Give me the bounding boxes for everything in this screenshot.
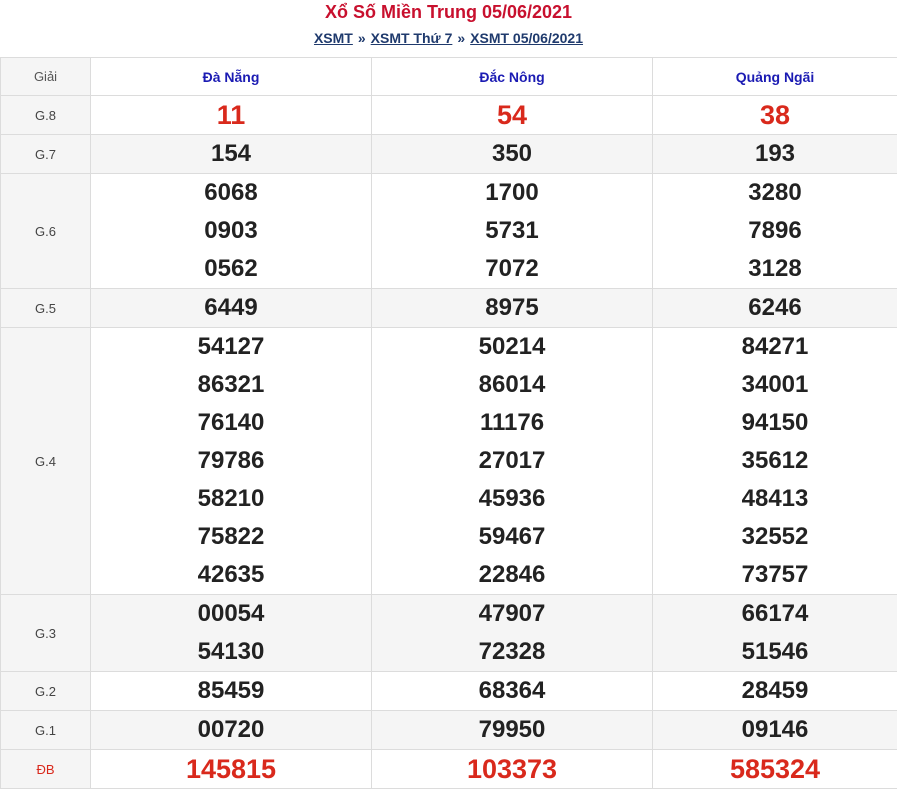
result-cell bbox=[91, 750, 372, 789]
breadcrumb-separator: » bbox=[457, 30, 466, 46]
lottery-number: 0903 bbox=[204, 217, 258, 244]
lottery-number: 103373 bbox=[466, 754, 558, 784]
province-header-da-nang[interactable]: Đà Nẵng bbox=[91, 58, 372, 96]
results-table bbox=[0, 57, 897, 789]
lottery-number: 27017 bbox=[478, 447, 546, 474]
prize-column-header: Giải bbox=[1, 58, 91, 96]
lottery-number: 3280 bbox=[748, 179, 802, 206]
lottery-number: 09146 bbox=[741, 716, 809, 743]
result-cell bbox=[91, 672, 372, 711]
result-cell bbox=[653, 135, 897, 174]
lottery-number: 38 bbox=[759, 100, 791, 130]
province-header-quang-ngai[interactable]: Quảng Ngãi bbox=[653, 58, 897, 96]
result-cell bbox=[372, 289, 653, 328]
result-cell bbox=[653, 711, 897, 750]
prize-label: G.5 bbox=[1, 289, 91, 328]
result-cell bbox=[653, 289, 897, 328]
table-row bbox=[1, 672, 897, 711]
lottery-number: 34001 bbox=[741, 371, 809, 398]
lottery-number: 47907 bbox=[478, 600, 546, 627]
table-row bbox=[1, 328, 897, 595]
result-cell bbox=[372, 711, 653, 750]
table-row bbox=[1, 135, 897, 174]
result-cell bbox=[372, 672, 653, 711]
lottery-number: 45936 bbox=[478, 485, 546, 512]
lottery-number: 85459 bbox=[197, 677, 265, 704]
lottery-number: 32552 bbox=[741, 523, 809, 550]
lottery-number: 00720 bbox=[197, 716, 265, 743]
prize-label: G.7 bbox=[1, 135, 91, 174]
lottery-number: 59467 bbox=[478, 523, 546, 550]
table-row bbox=[1, 711, 897, 750]
lottery-number: 86321 bbox=[197, 371, 265, 398]
results-body bbox=[1, 96, 897, 789]
lottery-number: 68364 bbox=[478, 677, 546, 704]
prize-label: G.2 bbox=[1, 672, 91, 711]
result-cell bbox=[91, 289, 372, 328]
result-cell bbox=[372, 96, 653, 135]
prize-label: G.3 bbox=[1, 595, 91, 672]
result-cell bbox=[91, 174, 372, 289]
table-row bbox=[1, 595, 897, 672]
lottery-number: 145815 bbox=[185, 754, 277, 784]
lottery-number: 72328 bbox=[478, 638, 546, 665]
lottery-number: 84271 bbox=[741, 333, 809, 360]
result-cell bbox=[91, 595, 372, 672]
result-cell bbox=[91, 135, 372, 174]
lottery-number: 42635 bbox=[197, 561, 265, 588]
prize-label: G.1 bbox=[1, 711, 91, 750]
lottery-number: 48413 bbox=[741, 485, 809, 512]
result-cell bbox=[653, 96, 897, 135]
lottery-number: 5731 bbox=[485, 217, 539, 244]
lottery-number: 86014 bbox=[478, 371, 546, 398]
lottery-number: 350 bbox=[491, 140, 533, 167]
lottery-number: 50214 bbox=[478, 333, 546, 360]
lottery-number: 7072 bbox=[485, 255, 539, 282]
table-row bbox=[1, 289, 897, 328]
table-row bbox=[1, 750, 897, 789]
lottery-number: 6246 bbox=[748, 294, 802, 321]
result-cell bbox=[91, 96, 372, 135]
result-cell bbox=[91, 711, 372, 750]
lottery-number: 11 bbox=[216, 100, 246, 130]
lottery-number: 66174 bbox=[741, 600, 809, 627]
result-cell bbox=[653, 750, 897, 789]
lottery-number: 0562 bbox=[204, 255, 258, 282]
result-cell bbox=[372, 174, 653, 289]
lottery-number: 54 bbox=[496, 100, 528, 130]
lottery-number: 51546 bbox=[741, 638, 809, 665]
table-row bbox=[1, 96, 897, 135]
province-header-dac-nong[interactable]: Đắc Nông bbox=[372, 58, 653, 96]
result-cell bbox=[653, 595, 897, 672]
lottery-number: 54130 bbox=[197, 638, 265, 665]
breadcrumb-link-xsmt[interactable]: XSMT bbox=[313, 30, 353, 46]
lottery-number: 6068 bbox=[204, 179, 258, 206]
lottery-number: 79950 bbox=[478, 716, 546, 743]
lottery-number: 73757 bbox=[741, 561, 809, 588]
table-header-row bbox=[1, 58, 897, 96]
lottery-number: 54127 bbox=[197, 333, 265, 360]
prize-label: G.6 bbox=[1, 174, 91, 289]
result-cell bbox=[372, 595, 653, 672]
result-cell bbox=[653, 672, 897, 711]
page-title: Xổ Số Miền Trung 05/06/2021 bbox=[324, 2, 573, 22]
result-cell bbox=[653, 174, 897, 289]
lottery-number: 79786 bbox=[197, 447, 265, 474]
lottery-number: 8975 bbox=[485, 294, 539, 321]
lottery-number: 00054 bbox=[197, 600, 265, 627]
lottery-number: 94150 bbox=[741, 409, 809, 436]
table-row bbox=[1, 174, 897, 289]
prize-label: G.8 bbox=[1, 96, 91, 135]
prize-label: ĐB bbox=[1, 750, 91, 789]
result-cell bbox=[91, 328, 372, 595]
lottery-number: 58210 bbox=[197, 485, 265, 512]
breadcrumb bbox=[0, 27, 897, 49]
result-cell bbox=[653, 328, 897, 595]
lottery-number: 1700 bbox=[485, 179, 539, 206]
lottery-number: 585324 bbox=[729, 754, 821, 784]
lottery-number: 76140 bbox=[197, 409, 265, 436]
prize-label: G.4 bbox=[1, 328, 91, 595]
result-cell bbox=[372, 135, 653, 174]
lottery-number: 75822 bbox=[197, 523, 265, 550]
lottery-number: 28459 bbox=[741, 677, 809, 704]
breadcrumb-link-xsmt-date[interactable]: XSMT 05/06/2021 bbox=[470, 30, 584, 46]
lottery-number: 193 bbox=[754, 140, 796, 167]
lottery-number: 22846 bbox=[478, 561, 546, 588]
lottery-number: 3128 bbox=[748, 255, 802, 282]
lottery-number: 11176 bbox=[479, 409, 545, 436]
result-cell bbox=[372, 328, 653, 595]
lottery-number: 154 bbox=[210, 140, 252, 167]
result-cell bbox=[372, 750, 653, 789]
lottery-number: 35612 bbox=[741, 447, 809, 474]
lottery-number: 6449 bbox=[204, 294, 258, 321]
breadcrumb-separator: » bbox=[357, 30, 366, 46]
lottery-number: 7896 bbox=[748, 217, 802, 244]
breadcrumb-link-xsmt-thu-7[interactable]: XSMT Thứ 7 bbox=[370, 30, 453, 46]
